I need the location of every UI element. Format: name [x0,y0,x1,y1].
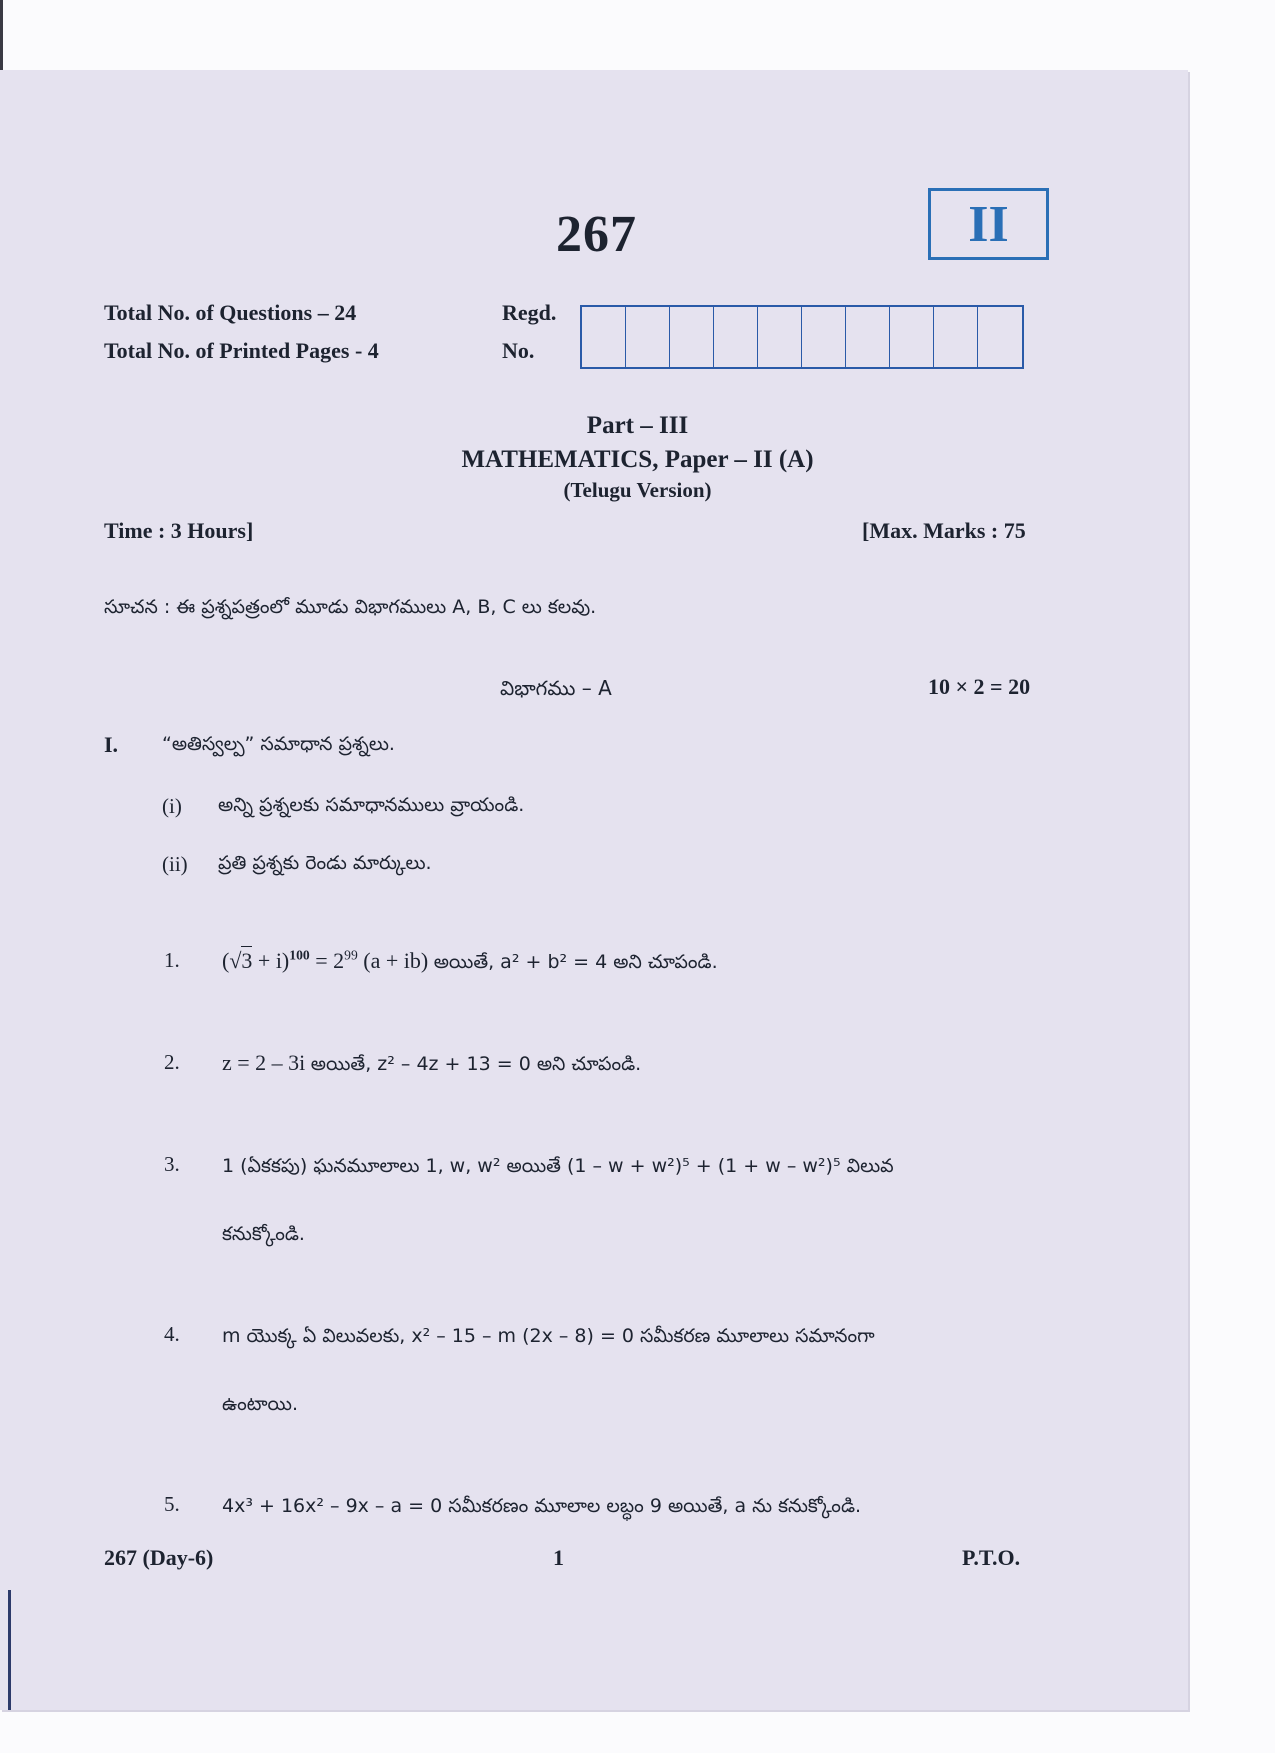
question-telugu-text: అయితే, a² + b² = 4 అని చూపండి. [433,951,718,973]
question-text [222,1050,641,1080]
time-duration: Time : 3 Hours] [104,518,254,543]
regd-cell[interactable] [978,307,1022,367]
subject-heading: MATHEMATICS, Paper – II (A) [461,446,814,473]
question-number: 3. [164,1152,180,1176]
section-instruction: “అతిస్వల్ప” సమాధాన ప్రశ్నలు. [162,733,395,755]
total-pages: Total No. of Printed Pages - 4 [104,338,379,363]
question-number: 1. [164,948,180,972]
question-text [222,1492,861,1522]
question-telugu-text: 4x³ + 16x² – 9x – a = 0 సమీకరణం మూలాల లబ్ధం 9 అయితే, a ను కనుక్కోండి. [222,1495,862,1517]
footer-paper-code: 267 (Day-6) [104,1545,214,1570]
regd-label: Regd. [502,300,557,325]
question-text-continued [222,1390,298,1420]
question-text-continued [222,1220,305,1250]
part-heading: Part – III [586,412,689,439]
regd-cell[interactable] [626,307,670,367]
page-edge [0,0,3,70]
footer-page-number: 1 [553,1545,564,1570]
max-marks: [Max. Marks : 75 [862,518,1026,543]
section-roman-number: I. [104,732,119,757]
question-telugu-text: అయితే, z² – 4z + 13 = 0 అని చూపండి. [310,1053,642,1075]
question-text [222,948,718,978]
sub-point-text: ప్రతి ప్రశ్నకు రెండు మార్కులు. [218,852,432,874]
sub-point-number: (i) [162,794,182,818]
math-expression: $(√3 + i)^{100} = 2^{99}$ (a + ib) [222,947,429,973]
question-telugu-text: 1 (ఏకకపు) ఘనమూలాలు 1, w, w² అయితే (1 – w + w²)⁵ + (1 + w – w²)⁵ విలువ [222,1155,894,1177]
series-box: II [928,188,1049,260]
regd-cell[interactable] [802,307,846,367]
footer-pto: P.T.O. [962,1545,1021,1570]
regd-cell[interactable] [670,307,714,367]
question-text [222,1322,875,1352]
regd-cell[interactable] [890,307,934,367]
paper-code: 267 [556,206,637,263]
regd-cell[interactable] [758,307,802,367]
section-marks: 10 × 2 = 20 [928,674,1031,699]
math-expression: z = 2 – 3i [222,1050,306,1075]
question-number: 2. [164,1050,180,1074]
sub-point-number: (ii) [162,852,188,876]
question-telugu-text: m యొక్క ఏ విలువలకు, x² – 15 – m (2x – 8) = 0 సమీకరణ మూలాలు సమానంగా [222,1325,875,1347]
registration-number-grid[interactable] [580,305,1024,369]
regd-cell[interactable] [846,307,890,367]
total-questions: Total No. of Questions – 24 [104,300,357,325]
question-text [222,1152,894,1182]
regd-cell[interactable] [582,307,626,367]
regd-label-no: No. [502,338,535,363]
question-telugu-text: కనుక్కోండి. [222,1223,305,1245]
question-number: 4. [164,1322,180,1346]
sub-point-text: అన్ని ప్రశ్నలకు సమాధానములు వ్రాయండి. [218,794,525,816]
scan-mark [8,1590,11,1710]
question-telugu-text: ఉంటాయి. [222,1393,299,1415]
version-heading: (Telugu Version) [563,478,712,502]
regd-cell[interactable] [934,307,978,367]
instruction-note: సూచన : ఈ ప్రశ్నపత్రంలో మూడు విభాగములు A, B, C లు కలవు. [104,596,597,618]
question-number: 5. [164,1492,180,1516]
regd-cell[interactable] [714,307,758,367]
section-title: విభాగము – A [500,676,612,700]
